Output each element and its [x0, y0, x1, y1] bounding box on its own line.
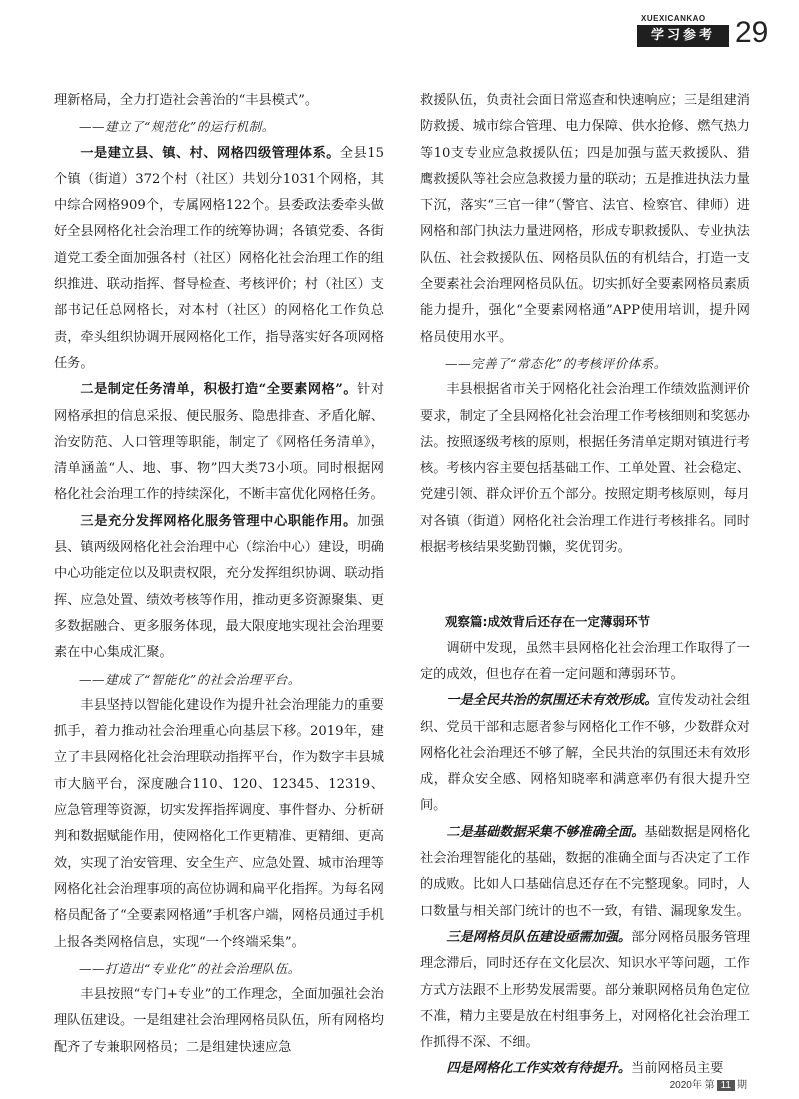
- paragraph-lead: 一是全民共治的氛围还未有效形成。: [446, 693, 658, 709]
- journal-title: 学习参考: [637, 25, 729, 47]
- page-number: 29: [735, 16, 769, 49]
- paragraph: [54, 141, 384, 378]
- journal-pinyin: XUEXICANKAO: [641, 14, 706, 23]
- paragraph-text: ——完善了“常态化”的考核评价体系。: [445, 355, 667, 371]
- footer-year: 2020年: [669, 1080, 702, 1091]
- paragraph-text: 丰县按照“专门+专业”的工作理念，全面加强社会治理队伍建设。一是组建社会治理网格员队伍，所有网格均配齐了专兼职网格员；二是组建快速应急: [54, 987, 384, 1055]
- paragraph: [54, 982, 384, 1061]
- paragraph-text: 调研中发现，虽然丰县网格化社会治理工作取得了一定的成效，但也存在着一定问题和薄弱环节。: [420, 640, 750, 682]
- paragraph-text: 全县15个镇（街道）372个村（社区）共划分1031个网格，其中综合网格909个，专属网格122个。县委政法委牵头做好全县网格化社会治理工作的统筹协调；各镇党委、各街道党工委全面加强各村（社区）网格化社会治理工作的组织推进、联动指挥、督导检查、考核评价；村（社区）支部书记任总网格长，对本村（社区）的网格化工作负总责，牵头组织协调开展网格化工作，指导落实好各项网格任务。: [54, 145, 385, 371]
- paragraph-lead: 三是网格员队伍建设亟需加强。: [446, 929, 632, 945]
- paragraph-text: 部分网格员服务管理理念滞后，同时还存在文化层次、知识水平等问题，工作方式方法跟不上形势发展需要。部分兼职网格员角色定位不准，精力主要是放在村组事务上，对网格化社会治理工作抓得不深、不细。: [420, 929, 751, 1051]
- subsection-heading: [54, 667, 384, 693]
- paragraph-text: 加强县、镇两级网格化社会治理中心（综治中心）建设，明确中心功能定位以及职责权限，充分发挥组织协调、联动指挥、应急处置、绩效考核等作用，推动更多资源聚集、更多数据融合、更多服务体现，最大限度地实现社会治理要素在中心集成汇聚。: [54, 513, 385, 661]
- footer-issue: 11: [717, 1080, 735, 1091]
- paragraph-text: ——建成了“智能化”的社会治理平台。: [79, 671, 301, 687]
- paragraph-text: 观察篇:成效背后还存在一定薄弱环节: [445, 614, 650, 630]
- paragraph-text: 理新格局，全力打造社会善治的“丰县模式”。: [54, 93, 319, 108]
- footer-di: 第: [704, 1080, 715, 1091]
- paragraph-text: 丰县坚持以智能化建设作为提升社会治理能力的重要抓手，着力推动社会治理重心向基层下移。2019年，建立了丰县网格化社会治理联动指挥平台，作为数字丰县城市大脑平台，深度融合110、120、12345、12319、应急管理等资源，切实发挥指挥调度、事件督办、分析研判和数据赋能作用，使网格化工作更精准、更精细、更高效，实现了治安管理、安全生产、应急处置、城市治理等网格化社会治理事项的高位协调和扁平化指挥。为每名网格员配备了“全要素网格通”手机客户端，网格员通过手机上报各类网格信息，实现“一个终端采集”。: [54, 697, 384, 950]
- paragraph: [420, 377, 750, 561]
- subsection-heading: [420, 351, 750, 377]
- paragraph: [420, 688, 750, 819]
- masthead: [637, 14, 777, 50]
- paragraph-lead: 一是建立县、镇、村、网格四级管理体系。: [80, 145, 340, 161]
- paragraph: [54, 509, 384, 667]
- paragraph-lead: 二是基础数据采集不够准确全面。: [446, 824, 645, 840]
- paragraph-text: ——建立了“规范化”的运行机制。: [79, 119, 275, 135]
- paragraph-text: 当前网格员主要: [631, 1061, 724, 1077]
- right-column: [420, 88, 750, 1083]
- subsection-heading: [54, 956, 384, 982]
- paragraph: [54, 377, 384, 508]
- paragraph-text: ——打造出“专业化”的社会治理队伍。: [79, 960, 301, 976]
- paragraph-text: 救援队伍，负责社会面日常巡查和快速响应；三是组建消防救援、城市综合管理、电力保障、供水抢修、燃气热力等10支专业应急救援队伍；四是加强与蓝天救援队、猎鹰救援队等社会应急救援力量的联动；五是推进执法力量下沉，落实“三官一律”（警官、法官、检察官、律师）进网格和部门执法力量进网格，形成专职救援队、专业执法队伍、社会救援队伍、网格员队伍的有机结合，打造一支全要素社会治理网格员队伍。切实抓好全要素网格员素质能力提升，强化“全要素网格通”APP使用培训，提升网格员使用水平。: [420, 93, 750, 345]
- paragraph-text: 针对网格承担的信息采报、便民服务、隐患排查、矛盾化解、治安防范、人口管理等职能，制定了《网格任务清单》，清单涵盖“人、地、事、物”四大类73小项。同时根据网格化社会治理工作的持续深化，不断丰富优化网格任务。: [54, 382, 385, 503]
- left-column: [54, 88, 384, 1061]
- paragraph-text: 丰县根据省市关于网格化社会治理工作绩效监测评价要求，制定了全县网格化社会治理工作考核细则和奖惩办法。按照逐级考核的原则，根据任务清单定期对镇进行考核。考核内容主要包括基础工作、工单处置、社会稳定、党建引领、群众评价五个部分。按照定期考核原则，每月对各镇（街道）网格化社会治理工作进行考核排名。同时根据考核结果奖勤罚懒，奖优罚劣。: [420, 382, 750, 556]
- footer-qi: 期: [737, 1080, 747, 1091]
- paragraph: [420, 925, 750, 1056]
- subsection-heading: [54, 114, 384, 140]
- paragraph: [420, 636, 750, 689]
- paragraph-text: 基础数据是网格化社会治理智能化的基础，数据的准确全面与否决定了工作的成败。比如人口基础信息还存在不完整现象。同时，人口数量与相关部门统计的也不一致，有错、漏现象发生。: [420, 824, 751, 919]
- paragraph-lead: 三是充分发挥网格化服务管理中心职能作用。: [80, 513, 357, 529]
- paragraph-text: 宣传发动社会组织、党员干部和志愿者参与网格化工作不够，少数群众对网格化社会治理还不够了解，全民共治的氛围还未有效形成，群众安全感、网格知晓率和满意率仍有很大提升空间。: [420, 693, 751, 814]
- paragraph: [420, 820, 750, 925]
- paragraph: [54, 693, 384, 956]
- paragraph-lead: 二是制定任务清单，积极打造“全要素网格”。: [80, 382, 358, 398]
- paragraph: [54, 88, 384, 114]
- paragraph-lead: 四是网格化工作实效有待提升。: [446, 1061, 632, 1077]
- paragraph: [420, 88, 750, 351]
- section-heading: [420, 609, 750, 635]
- issue-footer: [670, 1076, 747, 1091]
